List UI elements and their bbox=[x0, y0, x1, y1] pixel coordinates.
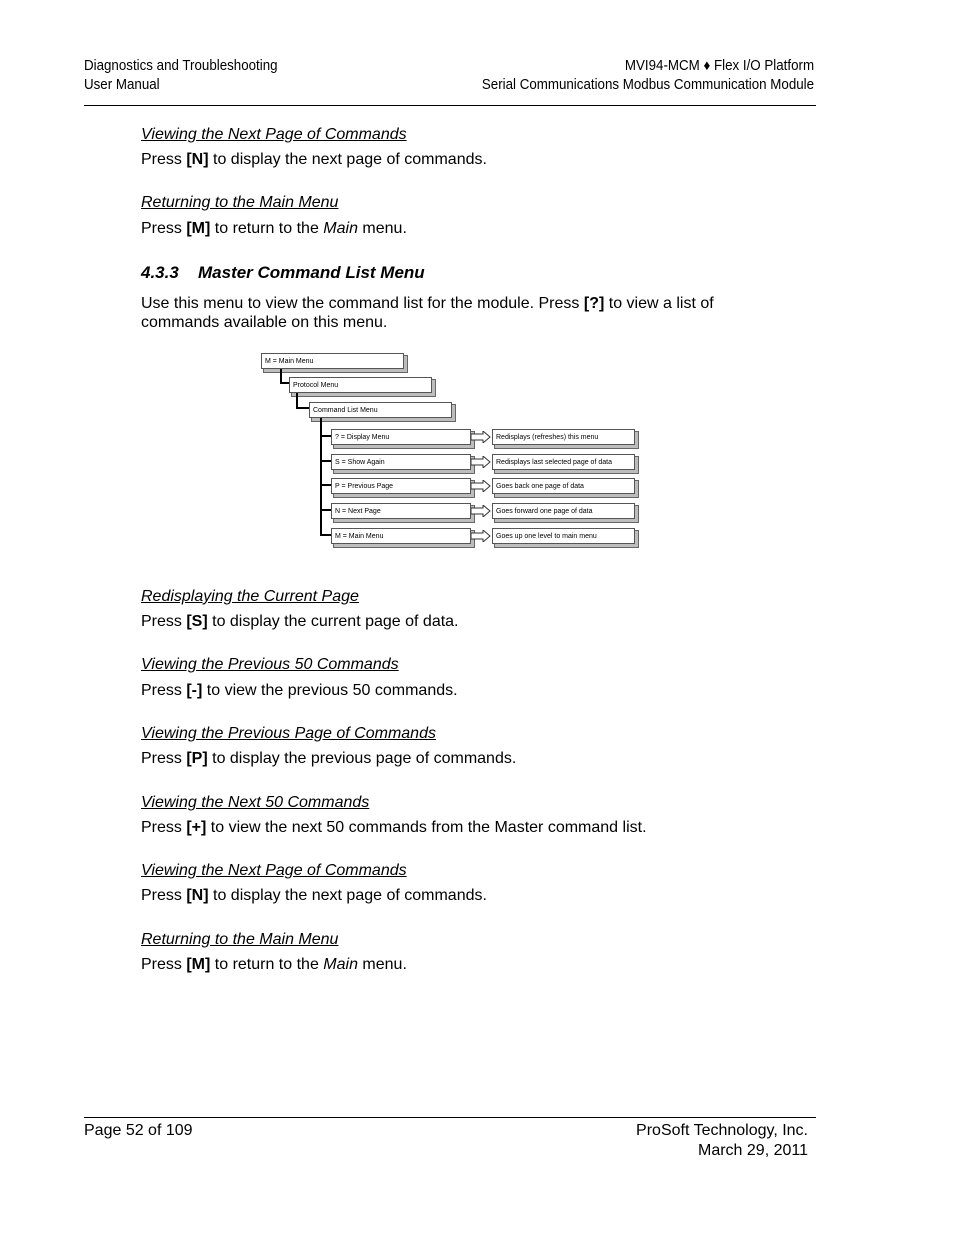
page-footer-left bbox=[84, 1121, 193, 1141]
arrow-icon bbox=[471, 456, 491, 468]
subheading-previous-50: Viewing the Previous 50 Commands bbox=[141, 656, 399, 673]
section-heading bbox=[141, 263, 425, 283]
intro-line-2: commands available on this menu. bbox=[141, 314, 388, 331]
key-label: [M] bbox=[186, 220, 211, 237]
menu-tree-diagram bbox=[258, 350, 642, 552]
text: to display the previous page of commands. bbox=[207, 750, 517, 767]
key-label: [N] bbox=[186, 151, 209, 168]
text: to display the current page of data. bbox=[207, 613, 459, 630]
arrow-icon bbox=[471, 480, 491, 492]
text: to view a list of bbox=[604, 295, 714, 312]
box-option-next-page: N = Next Page bbox=[331, 503, 471, 519]
section-number: 4.3.3 bbox=[141, 263, 179, 282]
header-doc-type: User Manual bbox=[84, 77, 160, 93]
key-label: [?] bbox=[583, 295, 605, 312]
box-option-show-again: S = Show Again bbox=[331, 454, 471, 470]
key-label: [N] bbox=[186, 887, 209, 904]
subheading-next-page: Viewing the Next Page of Commands bbox=[141, 126, 407, 143]
footer-divider bbox=[84, 1117, 816, 1118]
section-title: Master Command List Menu bbox=[198, 263, 425, 282]
box-desc-display-menu: Redisplays (refreshes) this menu bbox=[492, 429, 635, 445]
text: to display the next page of commands. bbox=[208, 151, 487, 168]
text: to view the next 50 commands from the Master command list. bbox=[206, 819, 647, 836]
text: Press bbox=[141, 682, 187, 699]
box-desc-show-again: Redisplays last selected page of data bbox=[492, 454, 635, 470]
connector bbox=[296, 407, 310, 409]
connector bbox=[280, 369, 282, 383]
box-option-previous-page: P = Previous Page bbox=[331, 478, 471, 494]
text: Use this menu to view the command list for the module. Press bbox=[141, 295, 584, 312]
paragraph-redisplay bbox=[141, 612, 459, 631]
arrow-icon bbox=[471, 530, 491, 542]
box-desc-main-menu: Goes up one level to main menu bbox=[492, 528, 635, 544]
box-protocol-menu: Protocol Menu bbox=[289, 377, 432, 393]
page-number: Page 52 of 109 bbox=[84, 1122, 193, 1139]
text: to return to the bbox=[210, 220, 324, 237]
box-desc-next-page: Goes forward one page of data bbox=[492, 503, 635, 519]
italic-text: Main bbox=[323, 956, 358, 973]
text: menu. bbox=[357, 220, 407, 237]
key-label: [S] bbox=[186, 613, 208, 630]
paragraph-main-menu-2 bbox=[141, 955, 407, 974]
key-label: [+] bbox=[186, 819, 207, 836]
paragraph-main-menu bbox=[141, 219, 407, 238]
italic-text: Main bbox=[323, 220, 358, 237]
text: menu. bbox=[357, 956, 407, 973]
text: to display the next page of commands. bbox=[208, 887, 487, 904]
arrow-icon bbox=[471, 431, 491, 443]
subheading-main-menu-2: Returning to the Main Menu bbox=[141, 931, 339, 948]
intro-line-1 bbox=[141, 294, 714, 313]
company-name: ProSoft Technology, Inc. bbox=[636, 1122, 808, 1139]
page-footer-right bbox=[636, 1121, 808, 1161]
paragraph-previous-50 bbox=[141, 681, 458, 700]
text: Press bbox=[141, 956, 187, 973]
key-label: [-] bbox=[186, 682, 203, 699]
page-header-left bbox=[84, 57, 278, 95]
header-product: MVI94-MCM ♦ Flex I/O Platform bbox=[624, 58, 814, 74]
text: Press bbox=[141, 887, 187, 904]
text: Press bbox=[141, 613, 187, 630]
paragraph-next-50 bbox=[141, 818, 647, 837]
text: Press bbox=[141, 750, 187, 767]
header-divider bbox=[84, 105, 816, 106]
header-product-desc: Serial Communications Modbus Communication Module bbox=[481, 77, 814, 93]
box-option-display-menu: ? = Display Menu bbox=[331, 429, 471, 445]
subheading-next-page-2: Viewing the Next Page of Commands bbox=[141, 862, 407, 879]
text: to return to the bbox=[210, 956, 324, 973]
arrow-icon bbox=[471, 505, 491, 517]
box-main-menu: M = Main Menu bbox=[261, 353, 404, 369]
box-option-main-menu: M = Main Menu bbox=[331, 528, 471, 544]
subheading-previous-page: Viewing the Previous Page of Commands bbox=[141, 725, 436, 742]
key-label: [M] bbox=[186, 956, 211, 973]
key-label: [P] bbox=[186, 750, 208, 767]
text: to view the previous 50 commands. bbox=[202, 682, 458, 699]
subheading-main-menu: Returning to the Main Menu bbox=[141, 194, 339, 211]
subheading-redisplay: Redisplaying the Current Page bbox=[141, 588, 359, 605]
paragraph-previous-page bbox=[141, 749, 516, 768]
header-section-title: Diagnostics and Troubleshooting bbox=[84, 58, 278, 74]
box-command-list-menu: Command List Menu bbox=[309, 402, 452, 418]
subheading-next-50: Viewing the Next 50 Commands bbox=[141, 794, 370, 811]
paragraph-next-page bbox=[141, 150, 487, 169]
text: Press bbox=[141, 819, 187, 836]
intro-paragraph bbox=[141, 294, 714, 332]
text: Press bbox=[141, 220, 187, 237]
publish-date: March 29, 2011 bbox=[698, 1142, 808, 1159]
text: Press bbox=[141, 151, 187, 168]
paragraph-next-page-2 bbox=[141, 886, 487, 905]
page-header-right bbox=[482, 57, 814, 95]
connector bbox=[296, 393, 298, 408]
box-desc-previous-page: Goes back one page of data bbox=[492, 478, 635, 494]
